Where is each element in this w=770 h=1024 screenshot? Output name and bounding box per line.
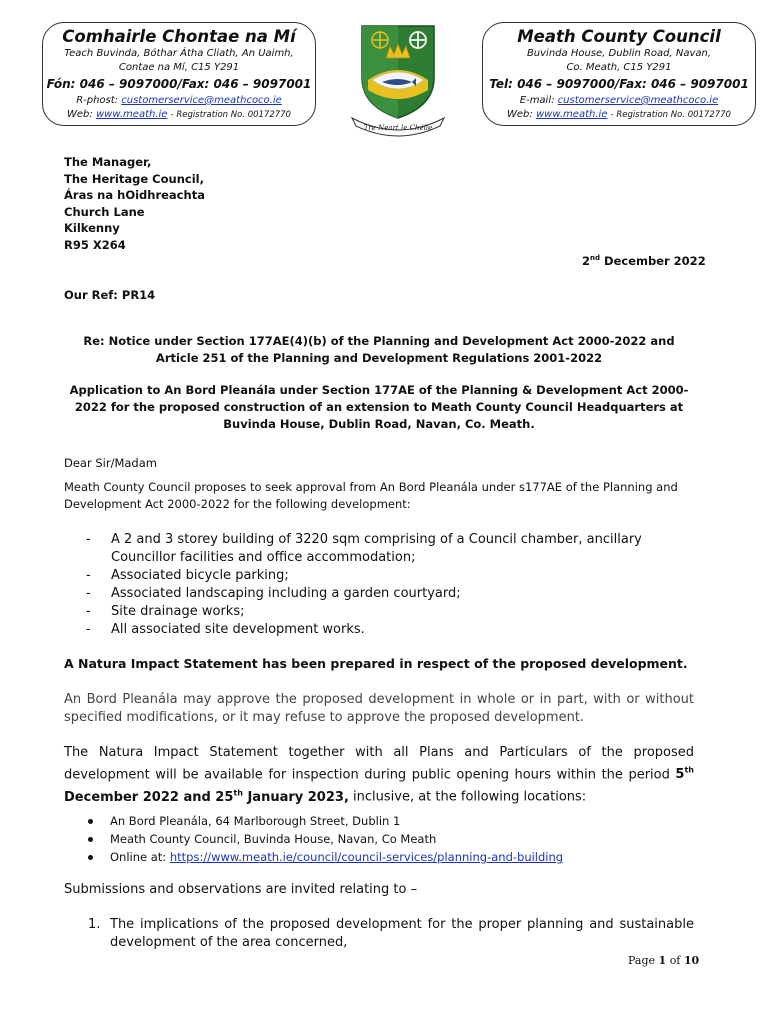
intro-paragraph: Meath County Council proposes to seek approval from An Bord Pleanála under s177AE of the Planning and Development Act 2000-2022 for the following development: [64,480,678,511]
nis-heading: A Natura Impact Statement has been prepared in respect of the proposed development. [64,656,688,671]
registration-irish: - Registration No. 00172770 [170,110,291,120]
web-link-english[interactable]: www.meath.ie [535,109,608,120]
email-label-english: E-mail: [519,95,555,106]
letter-date: 2nd December 2022 [582,254,706,268]
subject-line1: Re: Notice under Section 177AE(4)(b) of the Planning and Development Act 2000-2022 and [83,334,675,348]
application-heading: Application to An Bord Pleanála under Section 177AE of the Planning & Development Act 2000-2022 for the proposed construction of an extension to Meath County Council Headquarters at Buvinda House, Dublin Road, Navan, Co. Meath. [69,383,689,431]
address-line2-irish: Contae na Mí, C15 Y291 [118,62,240,73]
list-item: - Associated landscaping including a garden courtyard; [86,585,696,603]
locations-list [88,812,688,866]
council-name-irish: Comhairle Chontae na Mí [62,27,296,46]
web-label-english: Web: [507,109,533,120]
council-name-english: Meath County Council [517,27,721,46]
address-line1-irish: Teach Buvinda, Bóthar Átha Cliath, An Uaimh, [64,48,294,59]
registration-english: - Registration No. 00172770 [610,110,731,120]
page-number: Page 1 of 10 [628,954,700,967]
list-item: An Bord Pleanála, 64 Marlborough Street, Dublin 1 [88,812,688,830]
email-label-irish: R-phost: [76,95,119,106]
subject-re [64,333,694,367]
addressee-block [64,154,205,253]
phone-irish: Fón: 046 – 9097000/Fax: 046 – 9097001 [46,77,312,91]
header-box-english [482,22,756,126]
web-label-irish: Web: [67,109,93,120]
list-item: Meath County Council, Buvinda House, Navan, Co Meath [88,830,688,848]
list-item: - All associated site development works. [86,621,696,639]
list-item: 1. The implications of the proposed development for the proper planning and sustainable development of the area concerned, [88,917,694,950]
our-reference: Our Ref: PR14 [64,288,156,302]
email-row-english [483,94,755,108]
salutation: Dear Sir/Madam [64,456,157,470]
inspection-paragraph: The Natura Impact Statement together with all Plans and Particulars of the proposed development will be available for inspection during public opening hours within the period 5th December 2022 and 25th January 2023, inclusive, at the following locations: [64,745,694,805]
web-row-irish [43,108,315,122]
phone-english: Tel: 046 – 9097000/Fax: 046 – 9097001 [489,77,749,91]
list-item: - Site drainage works; [86,603,696,621]
addressee-line: The Manager, [64,155,152,169]
svg-text:Tre Neart le Chéile: Tre Neart le Chéile [363,124,433,132]
header-box-irish [42,22,316,126]
web-link-irish[interactable]: www.meath.ie [95,109,168,120]
subject-line2: Article 251 of the Planning and Development Regulations 2001-2022 [155,351,603,365]
online-label: Online at: [110,850,170,864]
council-crest-logo [348,20,448,138]
list-item: - Associated bicycle parking; [86,567,696,585]
submissions-list [88,916,694,952]
web-row-english [483,108,755,122]
addressee-line: R95 X264 [64,237,126,252]
addressee-line: Kilkenny [64,221,120,235]
planning-link[interactable]: https://www.meath.ie/council/council-services/planning-and-building [169,850,564,864]
addressee-line: The Heritage Council, [64,171,204,186]
list-item [88,848,688,866]
list-item: - A 2 and 3 storey building of 3220 sqm comprising of a Council chamber, ancillary Councillor facilities and office accommodation; [86,531,696,567]
development-list [86,531,696,639]
email-link-english[interactable]: customerservice@meathcoco.ie [557,95,719,106]
addressee-line: Church Lane [64,204,145,219]
approval-paragraph: An Bord Pleanála may approve the proposed development in whole or in part, with or without specified modifications, or it may refuse to approve the proposed development. [64,692,694,725]
email-row-irish [43,94,315,108]
address-line1-english: Buvinda House, Dublin Road, Navan, [526,48,712,59]
submissions-intro: Submissions and observations are invited relating to – [64,882,418,897]
email-link-irish[interactable]: customerservice@meathcoco.ie [121,95,282,106]
address-line2-english: Co. Meath, C15 Y291 [566,62,672,73]
addressee-line: Áras na hOidhreachta [64,188,205,202]
